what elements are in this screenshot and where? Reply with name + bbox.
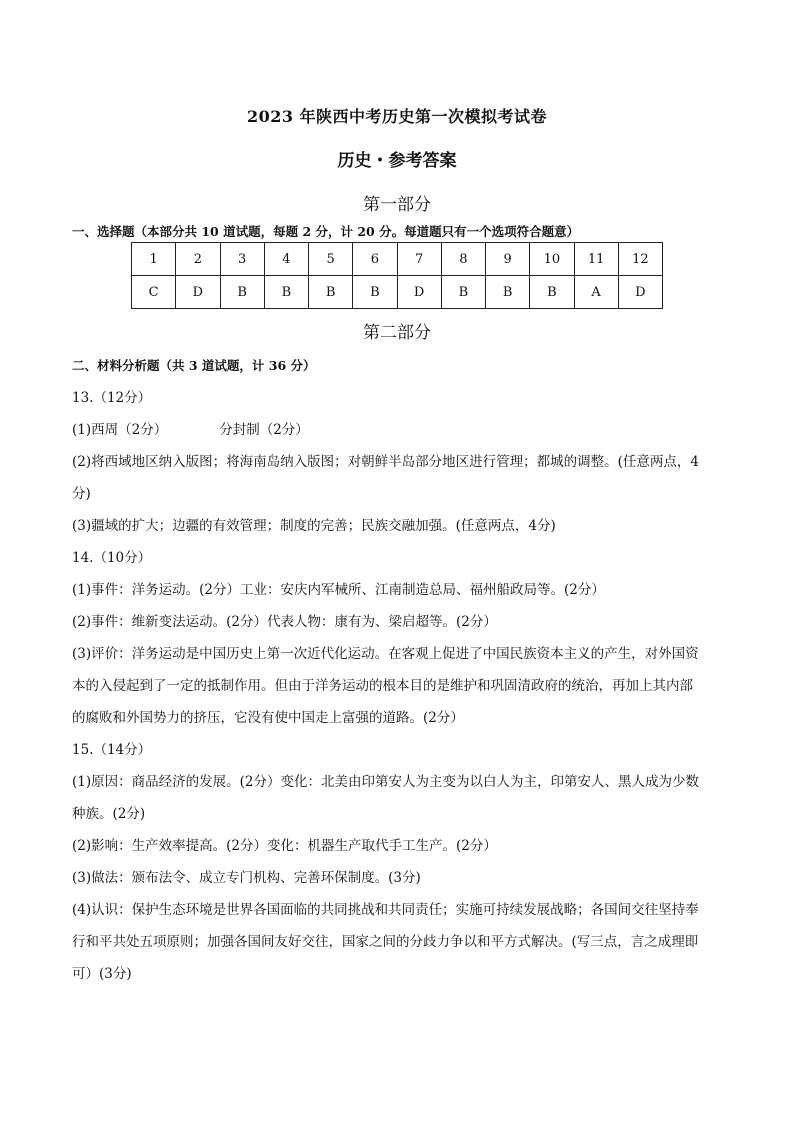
choice-answer-table	[131, 242, 663, 309]
question-number-row	[132, 243, 663, 276]
answer-text: (1)西周（2分）	[72, 422, 168, 438]
answer-line: (3)做法：颁布法令、成立专门机构、完善环保制度。(3分)	[72, 870, 421, 886]
answer-line: (3)疆域的扩大；边疆的有效管理；制度的完善；民族交融加强。(任意两点，4分)	[72, 518, 556, 534]
question-number: 12	[618, 243, 662, 276]
question-number: 2	[176, 243, 220, 276]
answer-line: 种族。(2分)	[72, 806, 146, 822]
answer-line: 的腐败和外国势力的挤压，它没有使中国走上富强的道路。(2分）	[72, 710, 464, 726]
question-number: 6	[353, 243, 397, 276]
answer-cell: D	[397, 276, 441, 309]
answer-line	[72, 422, 732, 438]
question-number: 7	[397, 243, 441, 276]
answer-line: 行和平共处五项原则；加强各国间友好交往，国家之间的分歧力争以和平方式解决。(写三点，言之成理即	[72, 934, 699, 950]
answer-line: (2)影响：生产效率提高。(2分）变化：机器生产取代手工生产。(2分）	[72, 838, 497, 854]
answer-cell: C	[132, 276, 176, 309]
question-number: 8	[441, 243, 485, 276]
question-number: 10	[530, 243, 574, 276]
answer-cell: B	[530, 276, 574, 309]
question-number: 3	[220, 243, 264, 276]
answer-cell: A	[574, 276, 618, 309]
answer-cell: D	[176, 276, 220, 309]
answer-line: 可）(3分)	[72, 966, 132, 982]
answer-cell: D	[618, 276, 662, 309]
answer-line: (4)认识：保护生态环境是世界各国面临的共同挑战和共同责任；实施可持续发展战略；各国间交往坚持奉	[72, 902, 699, 918]
question-14-header: 14.（10分）	[72, 550, 152, 566]
answer-cell: B	[220, 276, 264, 309]
answer-line: (2)事件：维新变法运动。(2分）代表人物：康有为、梁启超等。(2分）	[72, 614, 497, 630]
section-two-title: 二、材料分析题（共 3 道试题，计 36 分）	[72, 358, 316, 373]
question-number: 4	[264, 243, 308, 276]
part-one-heading: 第一部分	[363, 195, 431, 215]
question-15-header: 15.（14分）	[72, 742, 152, 758]
answer-line: 本的入侵起到了一定的抵制作用。但由于洋务运动的根本目的是维护和巩固清政府的统治，再加上其内部	[72, 678, 693, 694]
exam-title: 2023 年陕西中考历史第一次模拟考试卷	[246, 107, 548, 126]
answer-line: (1)原因：商品经济的发展。(2分）变化：北美由印第安人为主变为以白人为主，印第安人、黑人成为少数	[72, 774, 699, 790]
answer-line: (2)将西域地区纳入版图；将海南岛纳入版图；对朝鲜半岛部分地区进行管理；都城的调整。(任意两点，4	[72, 454, 699, 470]
answer-cell: B	[486, 276, 530, 309]
question-number: 5	[309, 243, 353, 276]
exam-subtitle: 历史・参考答案	[337, 151, 457, 171]
question-number: 9	[486, 243, 530, 276]
answer-cell: B	[353, 276, 397, 309]
answer-text: 分封制（2分）	[219, 422, 309, 438]
question-13-header: 13.（12分）	[72, 390, 152, 406]
part-two-heading: 第二部分	[363, 323, 431, 343]
answer-line: 分)	[72, 486, 91, 502]
answer-row	[132, 276, 663, 309]
answer-line: (3)评价：洋务运动是中国历史上第一次近代化运动。在客观上促进了中国民族资本主义的产生，对外国资	[72, 646, 699, 662]
question-number: 1	[132, 243, 176, 276]
answer-cell: B	[441, 276, 485, 309]
answer-line: (1)事件：洋务运动。(2分）工业：安庆内军械所、江南制造总局、福州船政局等。(2分）	[72, 582, 605, 598]
answer-cell: B	[264, 276, 308, 309]
question-number: 11	[574, 243, 618, 276]
answer-cell: B	[309, 276, 353, 309]
section-one-title: 一、选择题（本部分共 10 道试题，每题 2 分，计 20 分。每道题只有一个选项符合题意）	[72, 224, 580, 239]
